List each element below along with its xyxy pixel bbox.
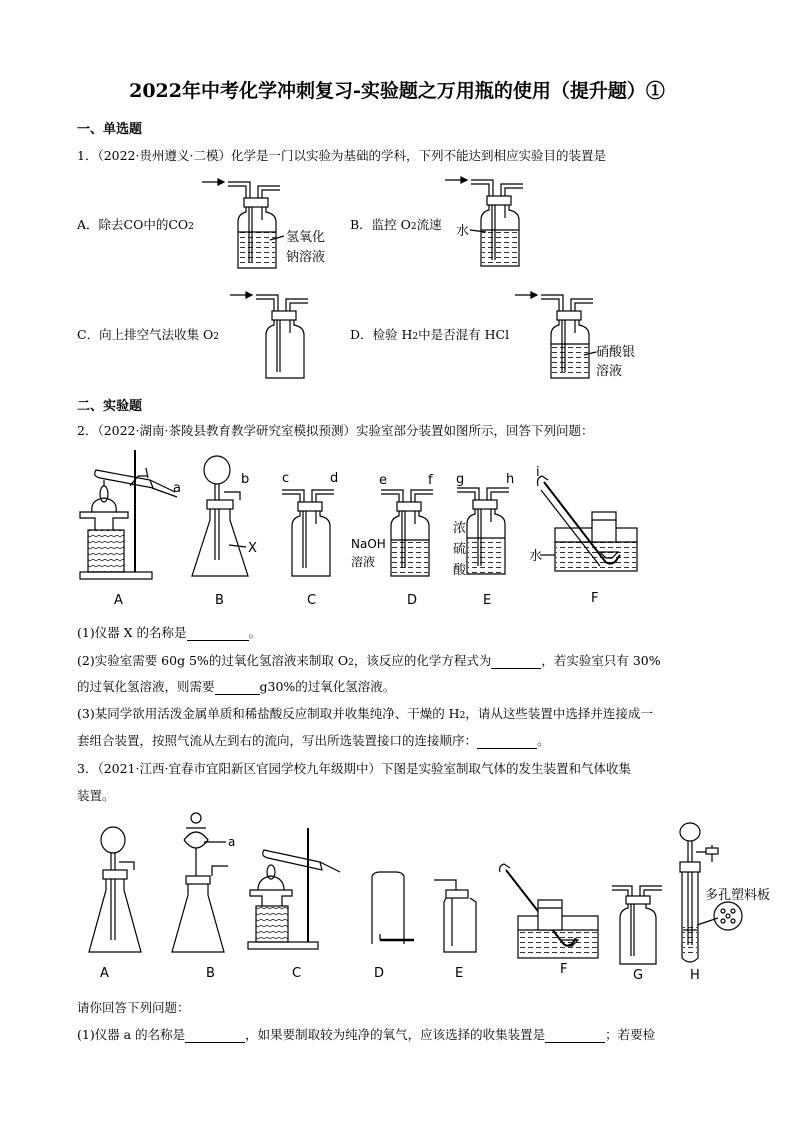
q3-label-e: E	[455, 966, 464, 981]
q3-apparatus-d-bottle	[372, 872, 414, 944]
q2-label-f: F	[591, 591, 599, 606]
q2-port-c: c	[282, 471, 290, 486]
q1-a-liquid-label-1: 氢氧化	[286, 230, 326, 245]
q2-apparatus-b-flask	[192, 456, 248, 576]
q3-port-a: a	[228, 835, 236, 849]
question-3-stem-line-1: 3．（2021·江西·宜春市宜阳新区官园学校九年级期中）下图是实验室制取气体的发生装置和气体收集	[77, 761, 631, 776]
q2-sub-3-line-2: 套组合装置，按照气流从左到右的流向，写出所选装置接口的连接顺序： 。	[77, 733, 550, 748]
q3-label-b: B	[206, 966, 215, 981]
question-2-stem: 2．（2022·湖南·茶陵县教育教学研究室模拟预测）实验室部分装置如图所示，回答下列问题：	[77, 423, 594, 438]
page-title: 2022年中考化学冲刺复习-实验题之万用瓶的使用（提升题）①	[129, 80, 665, 102]
section-heading-single-choice: 一、单选题	[77, 122, 143, 137]
q2-acid-label-1: 浓	[453, 521, 467, 536]
q2-apparatus-d-naoh-bottle	[381, 490, 433, 576]
q1-option-d: D．检验 H2中是否混有 HCl	[350, 327, 510, 342]
q1-a-liquid-label-2: 钠溶液	[286, 250, 326, 265]
q3-apparatus-g-bottle	[612, 886, 662, 964]
q1-option-a: A．除去CO中的CO2	[77, 217, 194, 232]
q2-port-a: a	[173, 481, 181, 496]
q2-label-d: D	[407, 593, 418, 608]
q1-option-b: B．监控 O2流速	[350, 217, 442, 232]
q2-label-e: E	[483, 593, 492, 608]
q2-water-label: 水	[529, 549, 543, 564]
q1-option-c: C．向上排空气法收集 O2	[77, 327, 220, 342]
q2-acid-label-3: 酸	[453, 563, 467, 578]
q1-b-gas-washing-bottle	[445, 177, 523, 266]
q2-naoh-label-1: NaOH	[351, 537, 386, 551]
q3-apparatus-b-flask	[172, 813, 228, 952]
q1-b-liquid-label: 水	[456, 224, 470, 239]
q3-ask: 请你回答下列问题：	[77, 1000, 190, 1015]
q1-a-gas-washing-bottle	[202, 179, 284, 268]
q1-d-gas-washing-bottle	[515, 292, 596, 378]
q2-label-b: B	[215, 593, 224, 608]
q3-sub-1: (1)仪器 a 的名称是 ，如果要制取较为纯净的氧气，应该选择的收集装置是 ；若要检	[77, 1027, 656, 1042]
q2-port-b: b	[241, 472, 250, 487]
q2-instrument-x-label: X	[248, 541, 257, 556]
q2-sub-2-line-2: 的过氧化氢溶液，则需要 g30%的过氧化氢溶液。	[77, 679, 396, 694]
question-3-stem-line-2: 装置。	[77, 788, 115, 803]
q2-acid-label-2: 硫	[453, 542, 467, 557]
q2-apparatus-c-bottle	[282, 490, 334, 576]
q3-label-c: C	[292, 966, 302, 981]
q2-label-c: C	[307, 593, 317, 608]
q2-apparatus-f-water-trough	[538, 476, 638, 571]
q1-c-gas-collecting-bottle	[230, 292, 308, 378]
q2-label-a: A	[114, 593, 123, 608]
q3-label-h: H	[690, 968, 700, 983]
q3-label-f: F	[560, 962, 568, 977]
question-1-stem: 1．（2022·贵州遵义·二模）化学是一门以实验为基础的学科，下列不能达到相应实验目的装置是	[77, 148, 606, 163]
q2-sub-3-line-1: (3)某同学欲用活泼金属单质和稀盐酸反应制取并收集纯净、干燥的 H2，请从这些装置中选择并连接成一	[77, 706, 653, 721]
q3-apparatus-e-bottle	[434, 880, 476, 952]
q3-plate-label: 多孔塑料板	[705, 888, 771, 903]
q2-port-f: f	[428, 473, 433, 488]
q2-naoh-label-2: 溶液	[351, 555, 376, 569]
q3-apparatus-a-flask	[89, 827, 141, 952]
q3-apparatus-c-heating	[248, 828, 340, 949]
section-heading-experiment: 二、实验题	[77, 399, 143, 414]
q2-apparatus-a-heating	[80, 450, 177, 579]
q2-sub-2-line-1: (2)实验室需要 60g 5%的过氧化氢溶液来制取 O2，该反应的化学方程式为 ，若实验室只有 30%	[77, 653, 661, 668]
q3-label-d: D	[374, 966, 385, 981]
q2-port-d: d	[330, 471, 339, 486]
q3-apparatus-f-water-trough	[500, 864, 599, 958]
q1-d-liquid-label-1: 硝酸银	[596, 345, 636, 360]
q2-port-g: g	[456, 472, 465, 487]
q2-port-h: h	[506, 472, 515, 487]
q3-label-g: G	[633, 968, 644, 983]
q2-port-i: i	[536, 465, 540, 480]
q2-port-e: e	[379, 473, 387, 488]
q2-sub-1: (1)仪器 X 的名称是 。	[77, 625, 262, 640]
q3-label-a: A	[100, 966, 109, 981]
q1-d-liquid-label-2: 溶液	[596, 364, 623, 379]
